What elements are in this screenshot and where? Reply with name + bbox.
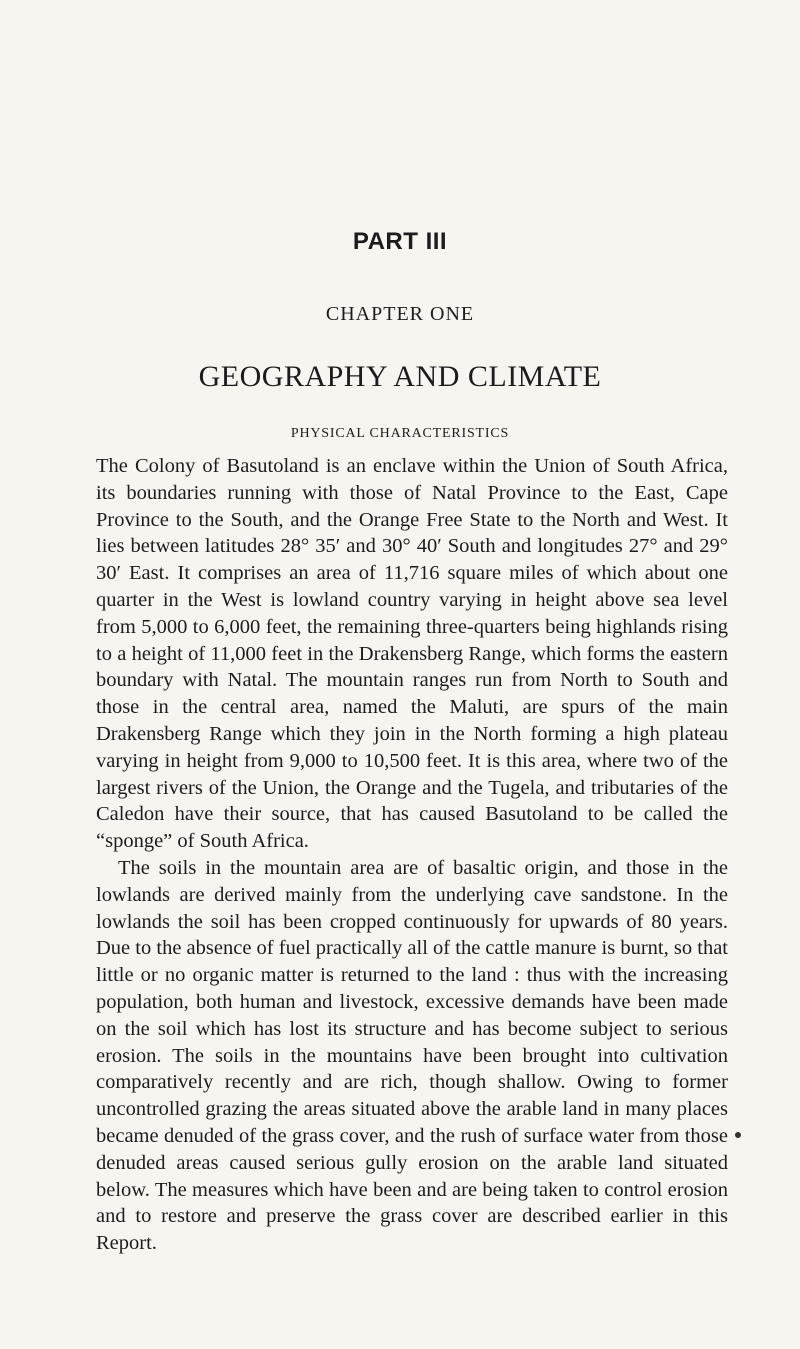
paragraph-2: The soils in the mountain area are of basaltic origin, and those in the lowlands are derived mainly from the underlying cave sandstone. In the lowlands the soil has been cropped continuously for upwards of 80 years. Due to the absence of fuel practically all of the cattle manure is burnt, so that little or no organic matter is returned to the land : thus with the increasing population, both human and livestock, excessive demands have been made on the soil which has lost its structure and has become subject to serious erosion. The soils in the mountains have been brought into cultivation comparatively recently and are rich, though shallow. Owing to former uncontrolled grazing the areas situated above the arable land in many places became denuded of the grass cover, and the rush of surface water from those denuded areas caused serious gully erosion on the arable land situated below. The measures which have been and are being taken to control erosion and to restore and preserve the grass cover are described earlier in this Report.: [96, 856, 728, 1255]
scan-mark-dot: [735, 1132, 741, 1138]
chapter-title: CHAPTER ONE: [325, 303, 475, 325]
section-title: PHYSICAL CHARACTERISTICS: [290, 426, 510, 441]
body-text: [96, 453, 728, 1257]
page-title: GEOGRAPHY AND CLIMATE: [198, 360, 602, 393]
part-title: PART III: [352, 228, 448, 255]
paragraph-1: The Colony of Basutoland is an enclave within the Union of South Africa, its boundaries running with those of Natal Province to the East, Cape Province to the South, and the Orange Free State to the North and West. It lies between latitudes 28° 35′ and 30° 40′ South and longitudes 27° and 29° 30′ East. It comprises an area of 11,716 square miles of which about one quarter in the West is lowland country varying in height above sea level from 5,000 to 6,000 feet, the remaining three-quarters being highlands rising to a height of 11,000 feet in the Drakensberg Range, which forms the eastern boundary with Natal. The mountain ranges run from North to South and those in the central area, named the Maluti, are spurs of the main Drakensberg Range which they join in the North forming a high plateau varying in height from 9,000 to 10,500 feet. It is this area, where two of the largest rivers of the Union, the Orange and the Tugela, and tributaries of the Caledon have their source, that has caused Basutoland to be called the “sponge” of South Africa.: [96, 455, 728, 853]
